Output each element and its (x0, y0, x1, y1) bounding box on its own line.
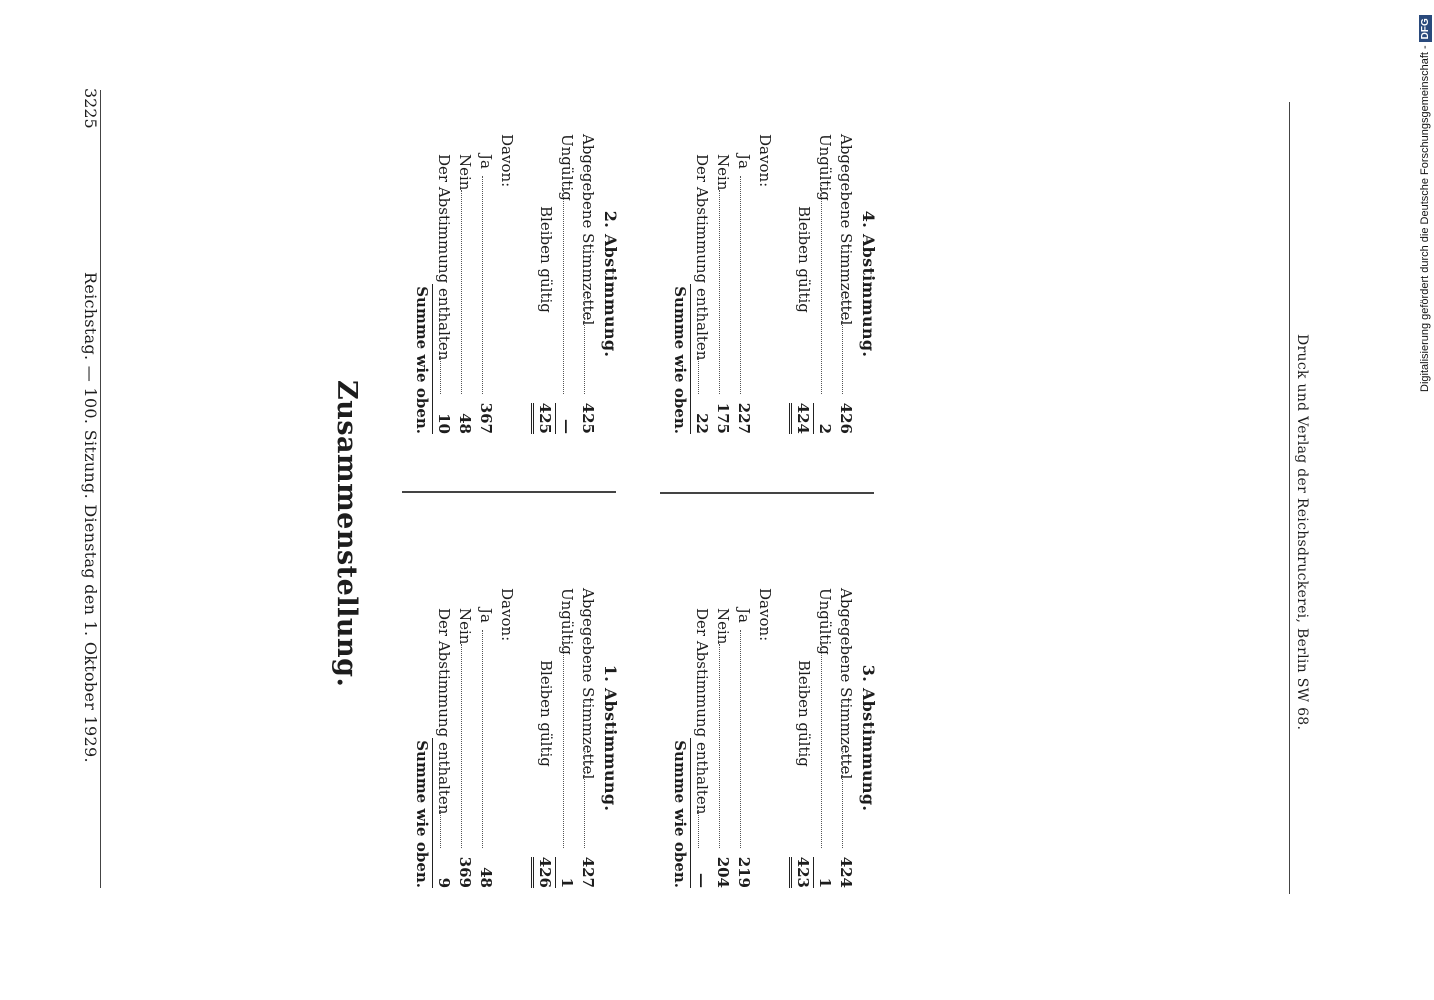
nein-label: Nein (456, 608, 474, 645)
abgegebene-label: Abgegebene Stimmzettel (579, 134, 597, 326)
enthalten-label: Der Abstimmung enthalten (693, 154, 711, 361)
footer-imprint-text: Druck und Verlag der Reichsdruckerei, Berlin SW 68. (1294, 334, 1310, 731)
enthalten-label: Der Abstimmung enthalten (693, 608, 711, 815)
ja-label: Ja (735, 154, 753, 169)
enthalten-value: 9 (435, 877, 453, 888)
summe-text: Summe wie oben. (669, 284, 691, 434)
ja-label: Ja (477, 154, 495, 169)
gueltig-label: Bleiben gültig (537, 206, 555, 313)
abgegebene-label: Abgegebene Stimmzettel (837, 588, 855, 780)
nein-label: Nein (714, 608, 732, 645)
gueltig-label: Bleiben gültig (795, 660, 813, 767)
column-divider-2 (660, 492, 874, 494)
gueltig-label: Bleiben gültig (537, 660, 555, 767)
davon-label: Davon: (498, 134, 516, 188)
ungueltig-value: — (558, 419, 576, 434)
abgegebene-label: Abgegebene Stimmzettel (579, 588, 597, 780)
summe-text: Summe wie oben. (669, 738, 691, 888)
abgegebene-value: 425 (579, 402, 597, 434)
ja-value: 219 (735, 856, 753, 888)
footer-imprint (1294, 334, 1310, 730)
page-number-text: 3225 (81, 88, 100, 129)
ja-value: 227 (735, 402, 753, 434)
page-title (331, 380, 362, 687)
abgegebene-value: 426 (837, 402, 855, 434)
gueltig-value: 423 (789, 857, 814, 888)
page-number (81, 88, 100, 129)
vote-heading: 4. Abstimmung. (859, 210, 878, 358)
page-title-text: Zusammenstellung. (331, 380, 362, 688)
enthalten-value: — (693, 873, 711, 888)
running-head-text: Reichstag. — 100. Sitzung. Dienstag den 1. Oktober 1929. (81, 272, 100, 763)
ungueltig-value: 1 (558, 877, 576, 888)
enthalten-label: Der Abstimmung enthalten (435, 154, 453, 361)
enthalten-value: 22 (693, 413, 711, 434)
vote-heading: 3. Abstimmung. (859, 664, 878, 812)
column-divider-1 (402, 491, 616, 493)
digitization-text: Digitalisierung gefördert durch die Deutsche Forschungsgemeinschaft - (1419, 45, 1431, 392)
nein-value: 204 (714, 856, 732, 888)
ungueltig-label: Ungültig (558, 134, 576, 201)
ja-label: Ja (735, 608, 753, 623)
nein-label: Nein (714, 154, 732, 191)
enthalten-value: 10 (435, 413, 453, 434)
gueltig-value: 425 (531, 403, 556, 434)
gueltig-value: 426 (531, 857, 556, 888)
ungueltig-value: 1 (816, 877, 834, 888)
ungueltig-label: Ungültig (816, 588, 834, 655)
davon-label: Davon: (756, 134, 774, 188)
gueltig-label: Bleiben gültig (795, 206, 813, 313)
summe-text: Summe wie oben. (411, 284, 433, 434)
abgegebene-value: 427 (579, 856, 597, 888)
gueltig-value: 424 (789, 403, 814, 434)
vote-heading: 1. Abstimmung. (601, 664, 620, 812)
enthalten-label: Der Abstimmung enthalten (435, 608, 453, 815)
running-head (81, 272, 100, 763)
dfg-logo: DFG (1419, 15, 1432, 42)
ja-label: Ja (477, 608, 495, 623)
ja-value: 48 (477, 867, 495, 888)
footer-rule (1289, 102, 1290, 894)
ja-value: 367 (477, 402, 495, 434)
abgegebene-value: 424 (837, 856, 855, 888)
abgegebene-label: Abgegebene Stimmzettel (837, 134, 855, 326)
ungueltig-value: 2 (816, 423, 834, 434)
header-rule (100, 90, 101, 888)
nein-value: 369 (456, 856, 474, 888)
ungueltig-label: Ungültig (558, 588, 576, 655)
davon-label: Davon: (498, 588, 516, 642)
davon-label: Davon: (756, 588, 774, 642)
nein-value: 48 (456, 413, 474, 434)
nein-value: 175 (714, 402, 732, 434)
nein-label: Nein (456, 154, 474, 191)
digitization-note (1418, 15, 1432, 392)
ungueltig-label: Ungültig (816, 134, 834, 201)
vote-heading: 2. Abstimmung. (601, 210, 620, 358)
summe-text: Summe wie oben. (411, 738, 433, 888)
